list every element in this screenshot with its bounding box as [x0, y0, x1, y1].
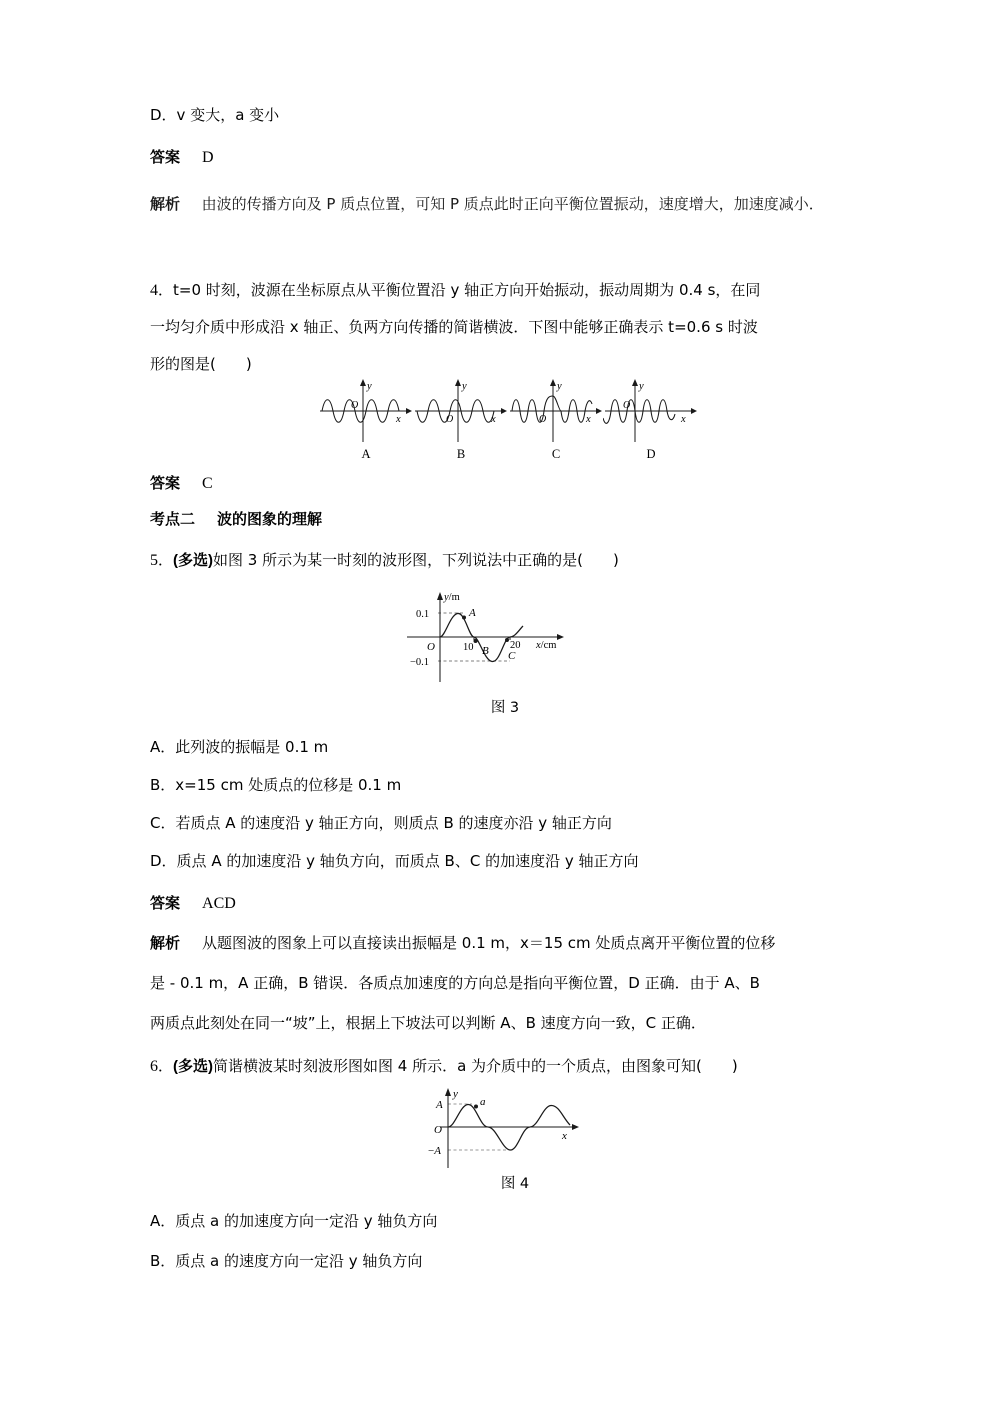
analysis-label: 解析	[150, 196, 181, 213]
q5-answer-row	[150, 892, 862, 913]
figure-3-ytick-negative: −0.1	[410, 657, 430, 668]
waveform-a-x-label: x	[396, 414, 401, 425]
q5-number: 5	[150, 552, 158, 569]
q5-analysis-line1-text: 从题图波的图象上可以直接读出振幅是 0.1 m，x＝15 cm 处质点离开平衡位置的位移	[202, 934, 776, 952]
waveform-a-origin: O	[351, 400, 359, 411]
q5-analysis-line3	[150, 1012, 862, 1033]
q4-option-figure-b	[413, 376, 509, 460]
q6-option-a	[150, 1210, 862, 1231]
figure-4-y-axis-label: y	[453, 1088, 458, 1100]
q4-stem-line3	[150, 353, 862, 374]
q6-multi-tag: (多选)	[173, 1058, 214, 1075]
figure-4-svg	[422, 1084, 602, 1172]
q4-option-c-label: C	[551, 447, 561, 461]
q3-option-d-text: D．v 变大，a 变小	[150, 106, 280, 124]
q5-analysis-line2-text: 是 - 0.1 m，A 正确，B 错误．各质点加速度的方向总是指向平衡位置，D 正确．由于 A、B	[150, 974, 760, 992]
q4-option-figure-c	[508, 376, 604, 460]
figure-4-caption: 图 4	[500, 1176, 530, 1192]
figure-3	[402, 586, 612, 686]
q6-stem: 6．(多选)简谐横波某时刻波形图如图 4 所示．a 为介质中的一个质点，由图象可知( )	[150, 1057, 738, 1075]
q5-option-c	[150, 812, 862, 833]
figure-3-origin-label: O	[427, 641, 435, 653]
waveform-a-svg	[318, 376, 414, 446]
q4-option-figure-a	[318, 376, 414, 460]
q5-stem: 5．(多选)如图 3 所示为某一时刻的波形图，下列说法中正确的是( )	[150, 551, 619, 569]
q4-answer-value: C	[202, 475, 213, 492]
q5-answer-value: ACD	[202, 895, 236, 912]
q5-stem-text: 如图 3 所示为某一时刻的波形图，下列说法中正确的是( )	[213, 551, 619, 569]
figure-3-x-axis-label: x/cm	[536, 640, 557, 651]
waveform-d-y-label: y	[639, 381, 644, 392]
q5-option-b	[150, 774, 862, 795]
q6-option-a-text: A．质点 a 的加速度方向一定沿 y 轴负方向	[150, 1212, 438, 1230]
figure-3-ytick-positive: 0.1	[416, 609, 430, 620]
figure-3-svg	[402, 586, 612, 686]
figure-3-xtick-10: 10	[463, 642, 474, 653]
figure-3-xtick-20: 20	[510, 640, 521, 651]
waveform-d-svg	[603, 376, 699, 446]
q4-option-figure-d	[603, 376, 699, 460]
svg-text:.: .	[470, 591, 473, 602]
q5-analysis-line2	[150, 972, 862, 993]
figure-4-origin-label: O	[434, 1124, 442, 1136]
figure-4-x-axis-label: x	[562, 1130, 567, 1142]
figure-4-ytick-positive: A	[436, 1099, 443, 1111]
answer-label: 答案	[150, 475, 181, 492]
q4-stem-line1	[150, 279, 862, 300]
waveform-c-origin: O	[539, 414, 547, 425]
q6-option-b	[150, 1250, 862, 1271]
q5-option-a-text: A．此列波的振幅是 0.1 m	[150, 738, 329, 756]
q5-multi-tag: (多选)	[173, 552, 214, 569]
q5-option-a	[150, 736, 862, 757]
q4-number: 4	[150, 282, 158, 299]
q3-analysis-row	[150, 186, 862, 223]
figure-4-point-a-dot	[474, 1105, 478, 1109]
section-header-kaodian2	[150, 508, 862, 529]
waveform-c-y-label: y	[557, 381, 562, 392]
q4-stem-line2-text: 一均匀介质中形成沿 x 轴正、负两方向传播的简谐横波．下图中能够正确表示 t=0.6 s 时波	[150, 318, 758, 336]
q6-number: 6	[150, 1058, 158, 1075]
waveform-b-svg	[413, 376, 509, 446]
kaodian-title: 波的图象的理解	[217, 511, 323, 528]
figure-4-ytick-negative: −A	[428, 1145, 441, 1157]
figure-4	[422, 1084, 602, 1172]
waveform-c-x-label: x	[586, 414, 591, 425]
waveform-d-origin: O	[623, 400, 631, 411]
analysis-label: 解析	[150, 935, 181, 952]
kaodian-label: 考点二	[150, 511, 196, 528]
waveform-b-x-label: x	[491, 414, 496, 425]
figure-3-point-a-label: A	[469, 607, 476, 619]
q4-option-a-label: A	[361, 447, 371, 461]
q5-option-b-text: B．x=15 cm 处质点的位移是 0.1 m	[150, 776, 402, 794]
q5-option-d	[150, 850, 862, 871]
answer-label: 答案	[150, 895, 181, 912]
q3-analysis-text: 由波的传播方向及 P 质点位置，可知 P 质点此时正向平衡位置振动，速度增大，加速度减小．	[201, 195, 824, 213]
figure-3-point-c-label: C	[508, 650, 516, 662]
q3-answer-row	[150, 146, 862, 167]
q3-answer-value: D	[202, 149, 214, 166]
q6-option-b-text: B．质点 a 的速度方向一定沿 y 轴负方向	[150, 1252, 423, 1270]
figure-3-point-b-label: B	[482, 645, 489, 657]
answer-label: 答案	[150, 149, 181, 166]
figure-3-point-a-dot	[462, 616, 466, 620]
waveform-b-origin: O	[446, 414, 454, 425]
q4-option-d-label: D	[646, 447, 656, 461]
q4-stem-line2	[150, 316, 862, 337]
q5-analysis-line1	[150, 932, 862, 953]
q4-option-b-label: B	[456, 447, 466, 461]
figure-3-y-axis-label: y/m	[444, 592, 460, 603]
q4-stem-line3-text: 形的图是( )	[150, 355, 252, 373]
q5-option-c-text: C．若质点 A 的速度沿 y 轴正方向，则质点 B 的速度亦沿 y 轴正方向	[150, 814, 612, 832]
figure-4-point-a-label: a	[480, 1096, 486, 1108]
waveform-b-y-label: y	[462, 381, 467, 392]
figure-3-point-c-dot	[505, 638, 509, 642]
waveform-c-svg	[508, 376, 604, 446]
q5-option-d-text: D．质点 A 的加速度沿 y 轴负方向，而质点 B、C 的加速度沿 y 轴正方向	[150, 852, 639, 870]
waveform-a-y-label: y	[367, 381, 372, 392]
q4-stem-line1-text: ．t=0 时刻，波源在坐标原点从平衡位置沿 y 轴正方向开始振动，振动周期为 0.4 s，在同	[158, 281, 761, 299]
q5-analysis-line3-text: 两质点此刻处在同一“坡”上，根据上下坡法可以判断 A、B 速度方向一致，C 正确．	[150, 1014, 706, 1032]
q6-stem-text: 简谐横波某时刻波形图如图 4 所示．a 为介质中的一个质点，由图象可知( )	[213, 1057, 738, 1075]
q4-answer-row	[150, 472, 862, 493]
q4-option-figures	[318, 376, 704, 460]
waveform-d-x-label: x	[681, 414, 686, 425]
figure-3-caption: 图 3	[490, 700, 520, 716]
q3-option-d	[150, 104, 862, 125]
